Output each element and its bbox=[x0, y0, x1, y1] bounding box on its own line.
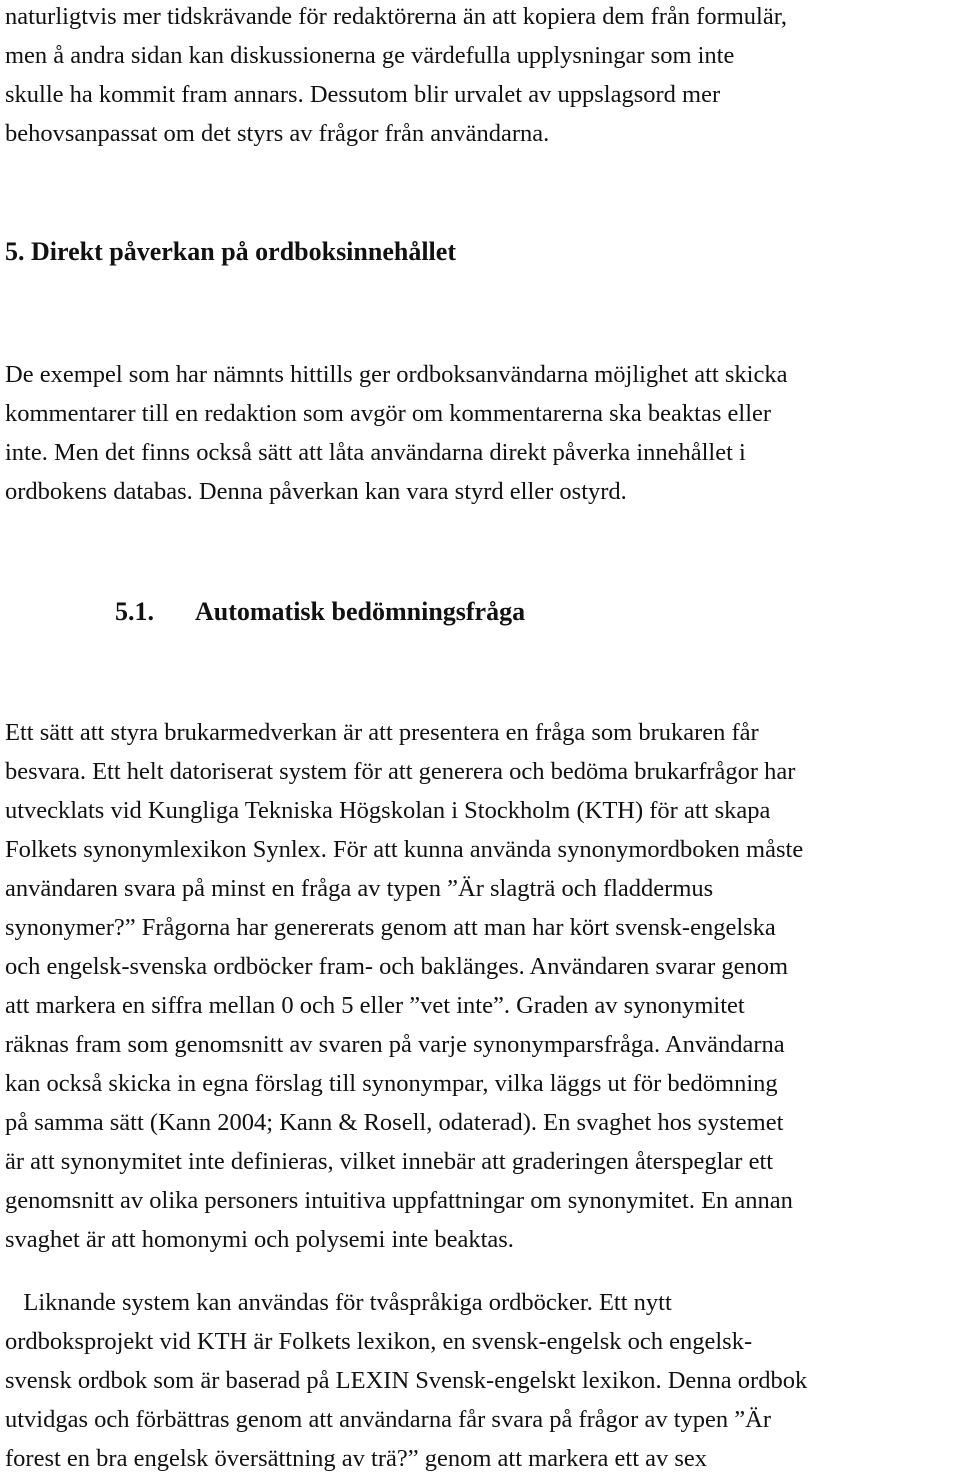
text-line: utvecklats vid Kungliga Tekniska Högskolan i Stockholm (KTH) för att skapa bbox=[5, 797, 771, 824]
text-line: besvara. Ett helt datoriserat system för att generera och bedöma brukarfrågor har bbox=[5, 758, 796, 785]
text-line: på samma sätt (Kann 2004; Kann & Rosell, odaterad). En svaghet hos systemet bbox=[5, 1109, 784, 1136]
text-line: De exempel som har nämnts hittills ger ordboksanvändarna möjlighet att skicka bbox=[5, 361, 788, 388]
text-line: och engelsk-svenska ordböcker fram- och baklänges. Användaren svarar genom bbox=[5, 953, 789, 980]
text-line: Folkets synonymlexikon Synlex. För att kunna använda synonymordboken måste bbox=[5, 836, 804, 863]
text-line: Liknande system kan användas för tvåspråkiga ordböcker. Ett nytt bbox=[5, 1289, 672, 1316]
text-line: Ett sätt att styra brukarmedverkan är att presentera en fråga som brukaren får bbox=[5, 719, 759, 746]
text-line: kan också skicka in egna förslag till synonympar, vilka läggs ut för bedömning bbox=[5, 1070, 778, 1097]
text-line: kommentarer till en redaktion som avgör om kommentarerna ska beaktas eller bbox=[5, 400, 772, 427]
text-line: ordbokens databas. Denna påverkan kan vara styrd eller ostyrd. bbox=[5, 478, 627, 505]
section-heading: 5. Direkt påverkan på ordboksinnehållet bbox=[5, 237, 456, 266]
text-line: användaren svara på minst en fråga av typen ”Är slagträ och fladdermus bbox=[5, 875, 714, 902]
text-line: svaghet är att homonymi och polysemi inte beaktas. bbox=[5, 1226, 514, 1253]
text-line: synonymer?” Frågorna har genererats genom att man har kört svensk-engelska bbox=[5, 914, 776, 941]
text-line: inte. Men det finns också sätt att låta användarna direkt påverka innehållet i bbox=[5, 439, 746, 466]
text-line: skulle ha kommit fram annars. Dessutom blir urvalet av uppslagsord mer bbox=[5, 81, 721, 108]
text-line: svensk ordbok som är baserad på LEXIN Svensk-engelskt lexikon. Denna ordbok bbox=[5, 1367, 808, 1394]
text-line: forest en bra engelsk översättning av trä?” genom att markera ett av sex bbox=[5, 1445, 708, 1472]
text-line: genomsnitt av olika personers intuitiva uppfattningar om synonymitet. En annan bbox=[5, 1187, 793, 1214]
text-line: är att synonymitet inte definieras, vilket innebär att graderingen återspeglar ett bbox=[5, 1148, 774, 1175]
text-line: utvidgas och förbättras genom att användarna får svara på frågor av typen ”Är bbox=[5, 1406, 771, 1433]
subsection-number: 5.1. bbox=[115, 597, 154, 626]
text-line: men å andra sidan kan diskussionerna ge värdefulla upplysningar som inte bbox=[5, 42, 735, 69]
subsection-heading bbox=[5, 596, 525, 628]
text-line: att markera en siffra mellan 0 och 5 eller ”vet inte”. Graden av synonymitet bbox=[5, 992, 745, 1019]
text-line: ordboksprojekt vid KTH är Folkets lexikon, en svensk-engelsk och engelsk- bbox=[5, 1328, 753, 1355]
subsection-title: Automatisk bedömningsfråga bbox=[195, 597, 526, 626]
text-line: behovsanpassat om det styrs av frågor från användarna. bbox=[5, 120, 550, 147]
text-line: naturligtvis mer tidskrävande för redaktörerna än att kopiera dem från formulär, bbox=[5, 3, 788, 30]
text-line: räknas fram som genomsnitt av svaren på varje synonymparsfråga. Användarna bbox=[5, 1031, 785, 1058]
